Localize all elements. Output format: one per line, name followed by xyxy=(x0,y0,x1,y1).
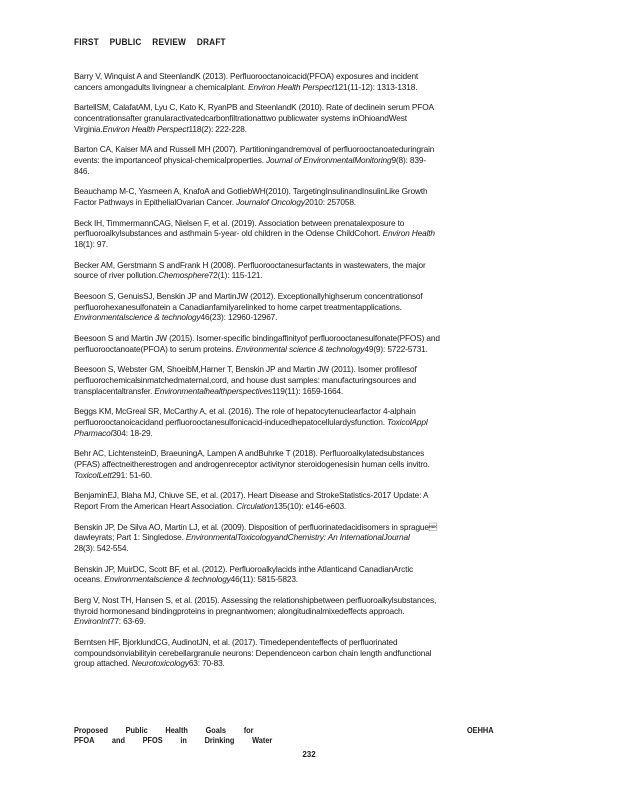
reference-journal: EnvironmentalToxicologyandChemistry: An InternationalJournal xyxy=(185,532,410,543)
reference-journal: Environmental science & technology xyxy=(235,343,365,354)
reference-volume-pages: 9(8): 839- 846. xyxy=(74,154,426,176)
reference-citation: BartellSM, CalafatAM, Lyu C, Kato K, RyanPB and SteenlandK (2010). Rate of declinein serum PFOA concentrationsafter granularactivatedcarbonfiltrationattwo publicwater systems inOhioandWest Virginia. xyxy=(74,102,434,134)
reference-list xyxy=(74,71,550,679)
reference-citation: Berntsen HF, BjorklundCG, AudinotJN, et al. (2017). Timedependenteffects of perfluorinated compoundsonviabilityin cerebellargranule neurons: Dependenceon carbon chain length andfunctional group attached. xyxy=(74,636,432,669)
reference-volume-pages: 118(2): 222-228. xyxy=(188,123,247,134)
reference-entry xyxy=(74,564,550,585)
reference-volume-pages: 291: 51-60. xyxy=(111,469,153,480)
reference-journal: Environmentalhealthperspectives xyxy=(154,385,272,396)
reference-journal: Environ Health xyxy=(382,228,435,239)
reference-entry xyxy=(74,406,550,438)
reference-citation: Beauchamp M-C, Yasmeen A, KnafoA and GotliebWH(2010). TargetingInsulinandInsulinLike Growth Factor Pathways in EpithelialOvarian Cancer. xyxy=(74,186,428,207)
footer-document-title: Proposed Public Health Goals for PFOA and PFOS in Drinking Water xyxy=(74,726,273,745)
reference-volume-pages: 2010: 257058. xyxy=(304,196,356,207)
reference-volume-pages: 28(3): 542-554. xyxy=(74,542,129,553)
reference-volume-pages: 46(23): 12960-12967. xyxy=(200,312,278,323)
reference-volume-pages: 63: 70-83. xyxy=(188,658,225,669)
reference-journal: Environ Health Perspect xyxy=(248,81,335,92)
reference-volume-pages: 18(1): 97. xyxy=(74,238,109,249)
reference-volume-pages: 49(9): 5722-5731. xyxy=(364,343,428,354)
reference-citation: Berg V, Nost TH, Hansen S, et al. (2015). Assessing the relationshipbetween perfluoroalkylsubstances, thyroid hormonesand bindingproteins in pregnantwomen; alongitudinalmixedeffects approach. xyxy=(74,595,437,616)
reference-journal: Chemosphere xyxy=(158,270,209,281)
reference-citation: Benskin JP, MuirDC, Scott BF, et al. (2012). Perfluoroalkylacids inthe Atlanticand CanadianArctic oceans. xyxy=(74,563,414,585)
reference-volume-pages: 119(11): 1659-1664. xyxy=(271,385,344,396)
reference-citation: Behr AC, LichtensteinD, BraeuningA, Lampen A andBuhrke T (2018). Perfluoroalkylatedsubstances (PFAS) affectneitherestrogen and androgenreceptor activitynor steroidogenesisin human cells invitro. xyxy=(74,448,430,469)
reference-entry xyxy=(74,490,550,511)
reference-journal: Environmentalscience & technology xyxy=(74,312,201,323)
reference-citation: Beggs KM, McGreal SR, McCarthy A, et al. (2016). The role of hepatocytenuclearfactor 4-alphain perfluorooctanoicacidand perfluorooctanesulfonicacid-inducedhepatocellulardysfunction. xyxy=(74,406,416,427)
reference-citation: Beesoon S, GenuisSJ, Benskin JP and MartinJW (2012). Exceptionallyhighserum concentrationsof perfluorohexanesulfonatein a Canadianfamilyarelinked to home carpet treatmentapplications. xyxy=(74,291,423,312)
draft-header: FIRST PUBLIC REVIEW DRAFT xyxy=(74,37,226,47)
reference-citation: Becker AM, Gerstmann S andFrank H (2008). Perfluorooctanesurfactants in wastewaters, the major source of river pollution. xyxy=(74,259,426,281)
reference-citation: Barton CA, Kaiser MA and Russell MH (2007). Partitioningandremoval of perfluorooctanoateduringrain events: the importanceof physical-chemicalproperties. xyxy=(74,144,435,165)
reference-entry xyxy=(74,637,550,669)
reference-volume-pages: 77: 63-69. xyxy=(109,616,146,627)
reference-entry xyxy=(74,102,550,134)
reference-entry xyxy=(74,186,550,207)
reference-entry xyxy=(74,144,550,176)
reference-citation: Barry V, Winquist A and SteenlandK (2013). Perfluorooctanoicacid(PFOA) exposures and incident cancers amongadults livingnear a chemicalplant. xyxy=(74,71,419,92)
reference-journal: ToxicolLett xyxy=(74,469,112,480)
reference-citation: Beesoon S and Martin JW (2015). Isomer-specific bindingaffinityof perfluorooctanesulfonate(PFOS) and perfluorooctanoate(PFOA) to serum proteins. xyxy=(74,333,440,354)
reference-entry xyxy=(74,260,550,281)
reference-entry xyxy=(74,522,550,554)
footer-agency: OEHHA xyxy=(466,726,494,735)
reference-entry xyxy=(74,333,550,354)
reference-entry xyxy=(74,71,550,92)
reference-volume-pages: 121(11-12): 1313-1318. xyxy=(334,81,418,92)
reference-entry xyxy=(74,364,550,396)
reference-journal: Journalof Oncology xyxy=(236,196,305,207)
reference-journal: Circulation xyxy=(236,500,274,511)
reference-entry xyxy=(74,291,550,323)
reference-citation: Beck IH, TimmermannCAG, Nielsen F, et al. (2019). Association between prenatalexposure to perfluoroalkylsubstances and asthmain 5-year- old children in the Odense ChildCohort. xyxy=(74,217,405,239)
reference-journal: Journal of EnvironmentalMonitoring xyxy=(266,154,392,165)
page-number: 232 xyxy=(302,750,316,759)
reference-journal: ToxicolAppl Pharmacol xyxy=(74,416,428,438)
page-footer xyxy=(74,726,494,746)
reference-entry xyxy=(74,218,550,250)
reference-citation: Beesoon S, Webster GM, ShoeibM,Harner T, Benskin JP and Martin JW (2011). Isomer profilesof perfluorochemicalsinmatchedmaternal,cord, and house dust samples: manufacturingsources and transplacentaltransfer. xyxy=(74,364,417,396)
reference-volume-pages: 72(1): 115-121. xyxy=(208,270,263,281)
reference-journal: EnvironInt xyxy=(74,616,110,627)
reference-entry xyxy=(74,595,550,627)
reference-journal: Environmentalscience & technology xyxy=(104,574,231,585)
reference-citation: BenjaminEJ, Blaha MJ, Chiuve SE, et al. (2017). Heart Disease and StrokeStatistics-2017 Update: A Report From the American Heart Association. xyxy=(74,490,429,511)
reference-entry xyxy=(74,448,550,480)
reference-citation: Benskin JP, De Silva AO, Martin LJ, et al. (2009). Disposition of perfluorinatedacidisomers in sprague dawleyrats; Part 1: Singledose. xyxy=(74,521,438,543)
reference-volume-pages: 46(11): 5815-5823. xyxy=(230,574,298,585)
reference-volume-pages: 135(10): e146-e603. xyxy=(273,500,347,511)
reference-journal: Neurotoxicology xyxy=(131,658,189,669)
reference-volume-pages: 304: 18-29. xyxy=(112,427,153,438)
reference-journal: Environ Health Perspect xyxy=(102,123,189,134)
